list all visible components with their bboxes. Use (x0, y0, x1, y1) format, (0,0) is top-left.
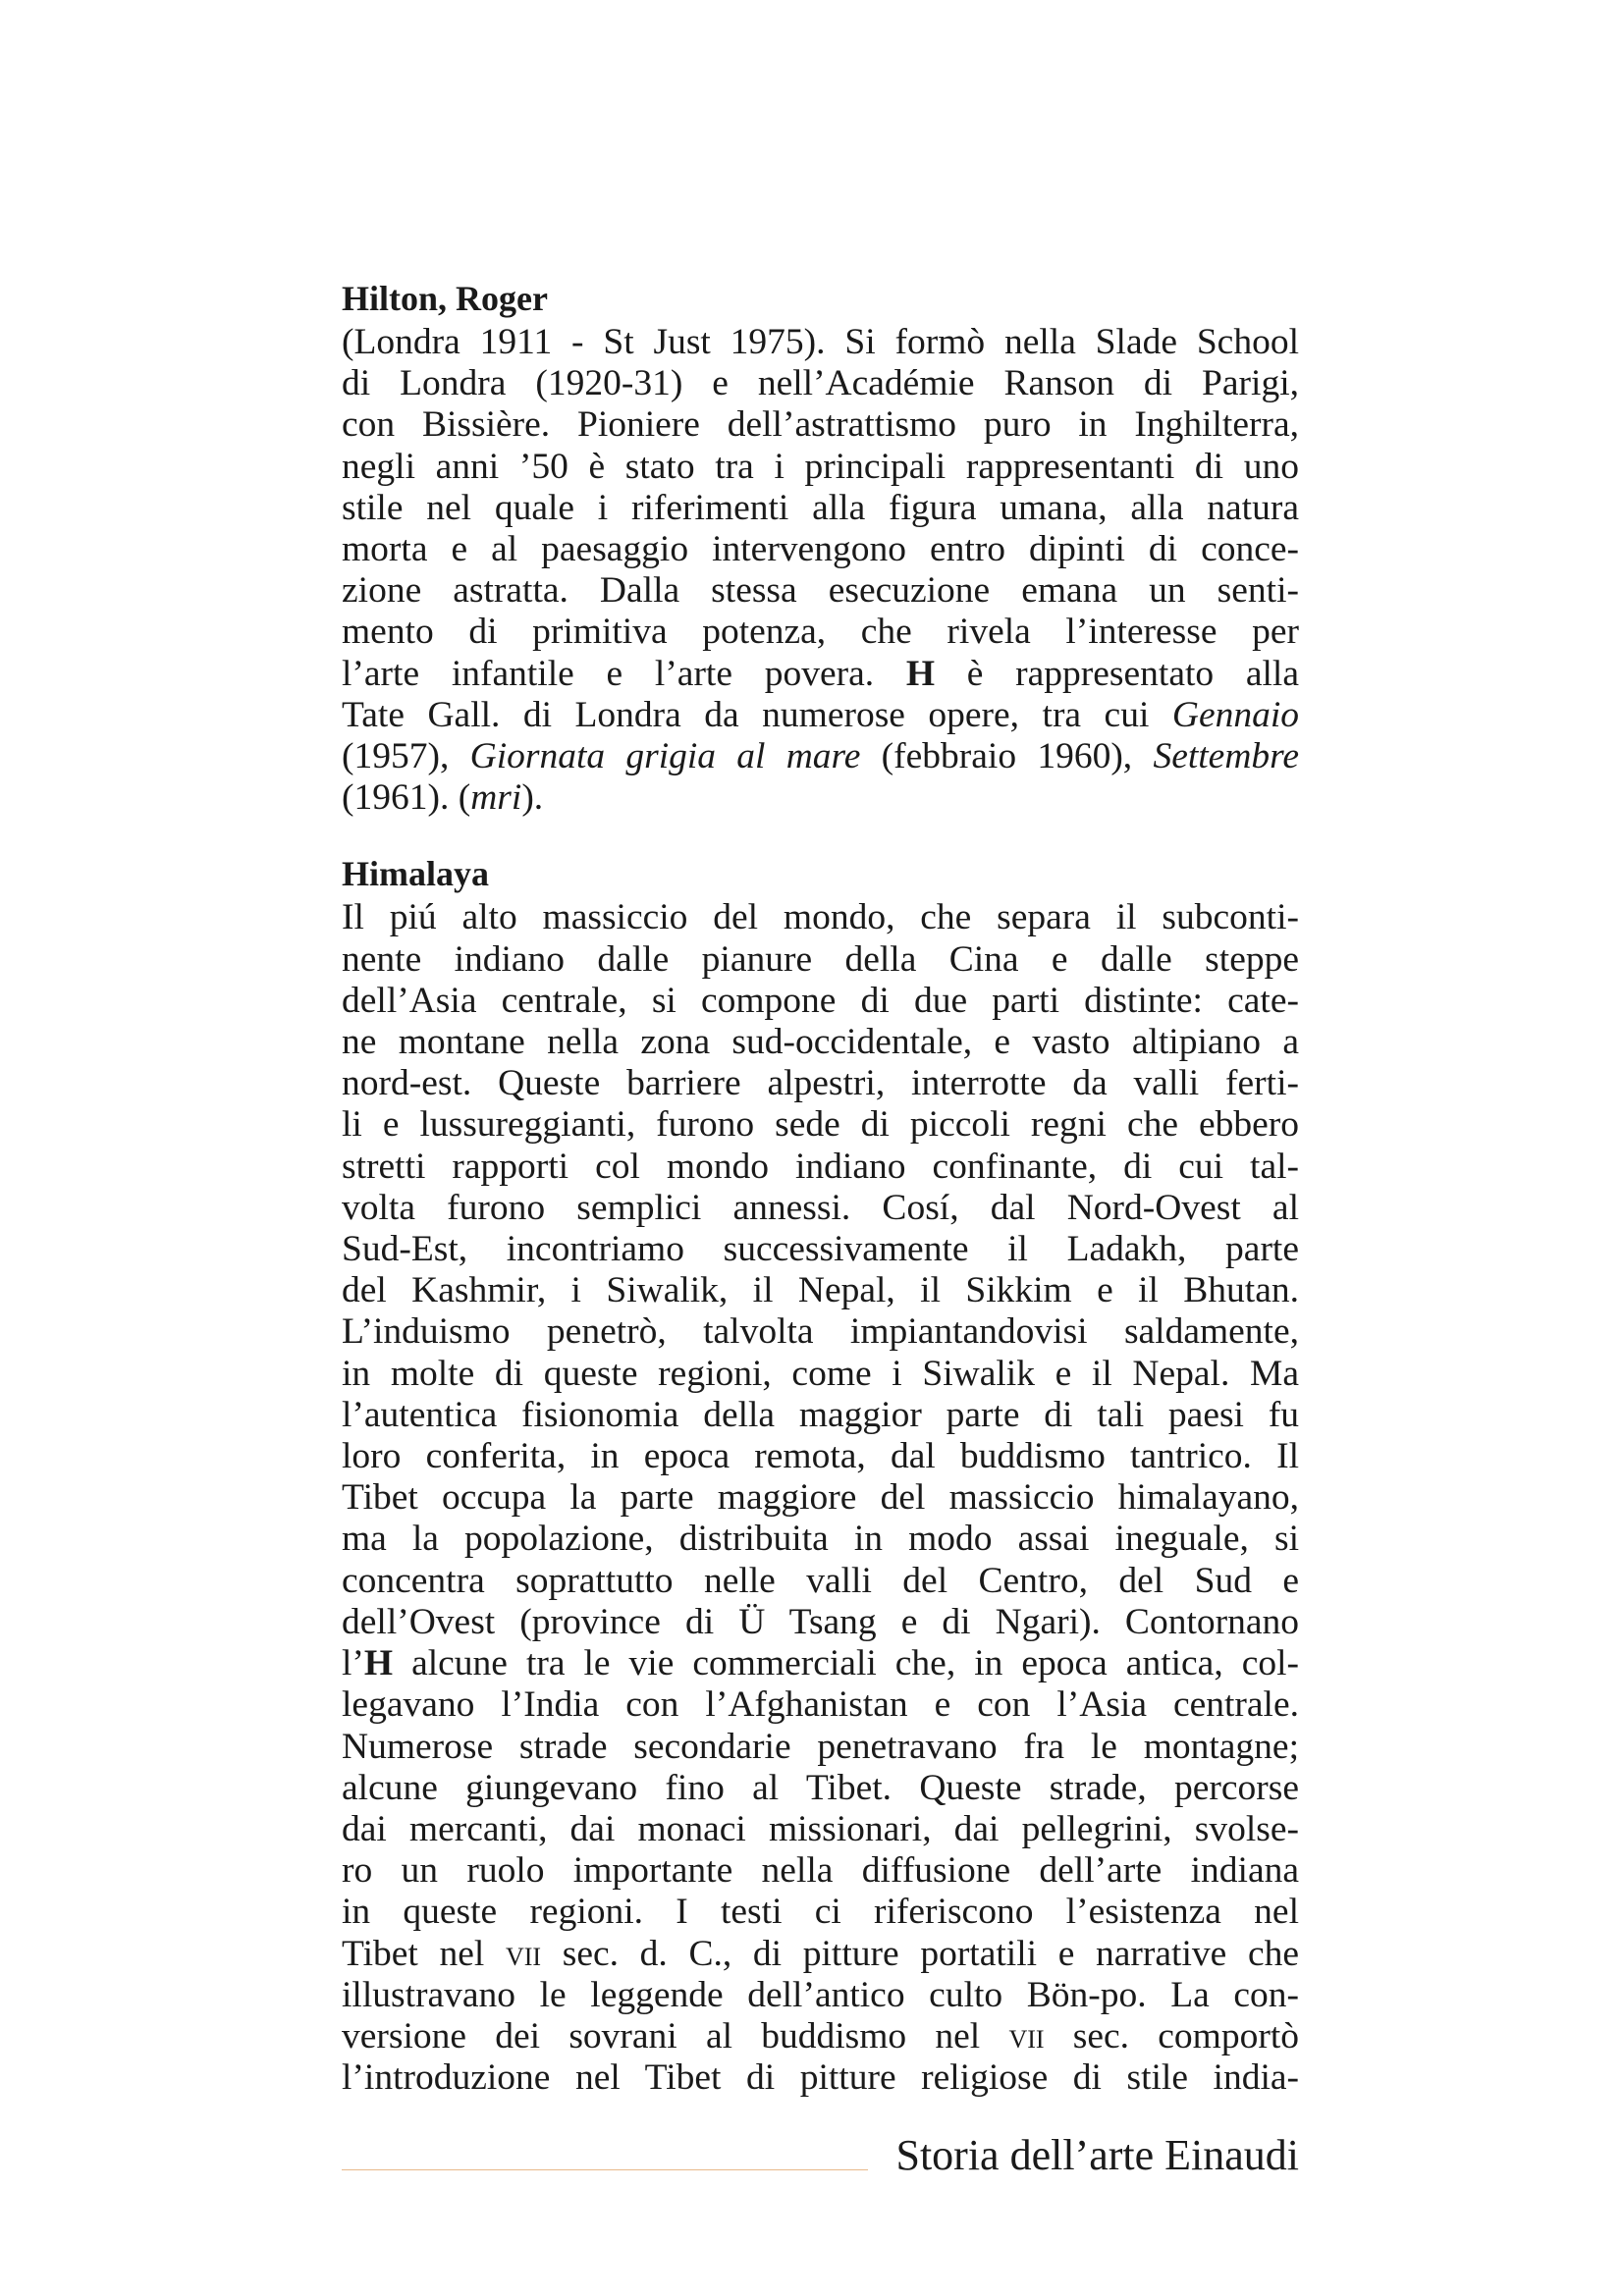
page-content (342, 277, 1299, 2132)
text-line: stile nel quale i riferimenti alla figura umana, alla natura (342, 487, 1299, 528)
text-line: Il piú alto massiccio del mondo, che separa il subconti- (342, 897, 1299, 938)
text-segment: l’arte infantile e l’arte povera. (342, 653, 875, 694)
text-line: nord-est. Queste barriere alpestri, interrotte da valli ferti- (342, 1063, 1299, 1104)
text-line: morta e al paesaggio intervengono entro dipinti di conce- (342, 529, 1299, 570)
text-line: L’induismo penetrò, talvolta impiantandovisi saldamente, (342, 1311, 1299, 1353)
entry-body (342, 897, 1299, 2099)
text-line: (Londra 1911 - St Just 1975). Si formò nella Slade School (342, 322, 1299, 362)
text-line: legavano l’India con l’Afghanistan e con l’Asia centrale. (342, 1684, 1299, 1726)
text-line: in molte di queste regioni, come i Siwalik e il Nepal. Ma (342, 1353, 1299, 1394)
text-line: l’introduzione nel Tibet di pitture religiose di stile india- (342, 2057, 1299, 2099)
text-line: di Londra (1920-31) e nell’Académie Ranson di Parigi, (342, 363, 1299, 404)
entry-hilton (342, 277, 1299, 819)
text-line: ne montane nella zona sud-occidentale, e vasto altipiano a (342, 1022, 1299, 1063)
text-line: dai mercanti, dai monaci missionari, dai pellegrini, svolse- (342, 1808, 1299, 1849)
text-line: Sud-Est, incontriamo successivamente il Ladakh, parte (342, 1229, 1299, 1270)
text-line: con Bissière. Pioniere dell’astrattismo puro in Inghilterra, (342, 404, 1299, 446)
author-initials: mri (470, 777, 522, 819)
text-line: dell’Ovest (province di Ü Tsang e di Ngari). Contornano (342, 1601, 1299, 1642)
text-line: mento di primitiva potenza, che rivela l’interesse per (342, 612, 1299, 653)
text-line: concentra soprattutto nelle valli del Centro, del Sud e (342, 1560, 1299, 1601)
text-line: del Kashmir, i Siwalik, il Nepal, il Sikkim e il Bhutan. (342, 1270, 1299, 1311)
text-segment: l’ (342, 1643, 364, 1684)
text-segment: sec. comportò (1044, 2015, 1299, 2056)
publisher-name: Storia dell’arte Einaudi (895, 2131, 1299, 2179)
text-line: alcune giungevano fino al Tibet. Queste strade, percorse (342, 1767, 1299, 1808)
text-line: stretti rapporti col mondo indiano confinante, di cui tal- (342, 1146, 1299, 1187)
text-segment: (1957), (342, 736, 450, 777)
artwork-title: Gennaio (1171, 694, 1300, 735)
entry-title: Hilton, Roger (342, 279, 548, 318)
entry-initial: H (905, 653, 936, 694)
entry-body (342, 322, 1299, 819)
text-segment: sec. d. C., di pitture portatili e narrative che (541, 1933, 1299, 1974)
text-line (342, 736, 1299, 777)
text-line: l’autentica fisionomia della maggior parte di tali paesi fu (342, 1394, 1299, 1435)
text-line: li e lussureggianti, furono sede di piccoli regni che ebbero (342, 1104, 1299, 1146)
entry-title: Himalaya (342, 854, 489, 894)
text-line: in queste regioni. I testi ci riferiscono l’esistenza nel (342, 1892, 1299, 1933)
text-segment: è rappresentato alla (935, 653, 1299, 694)
text-segment: versione dei sovrani al buddismo nel (342, 2015, 1009, 2056)
text-line (342, 2016, 1299, 2057)
text-line: loro conferita, in epoca remota, dal buddismo tantrico. Il (342, 1436, 1299, 1477)
text-line: negli anni ’50 è stato tra i principali rappresentanti di uno (342, 446, 1299, 487)
text-line (342, 1643, 1299, 1684)
text-segment: ). (521, 777, 544, 819)
entry-himalaya (342, 852, 1299, 2099)
text-line: Numerose strade secondarie penetravano fra le montagne; (342, 1726, 1299, 1767)
text-line: illustravano le leggende dell’antico culto Bön-po. La con- (342, 1974, 1299, 2015)
text-segment: alcune tra le vie commerciali che, in epoca antica, col- (393, 1643, 1299, 1684)
text-line: nente indiano dalle pianure della Cina e dalle steppe (342, 938, 1299, 980)
text-segment: Tate Gall. di Londra da numerose opere, tra cui (342, 694, 1150, 735)
artwork-title: Settembre (1153, 736, 1299, 777)
footer-rule (342, 2169, 868, 2170)
text-segment: Tibet nel (342, 1933, 506, 1974)
text-line: ro un ruolo importante nella diffusione dell’arte indiana (342, 1850, 1299, 1892)
text-line (342, 695, 1299, 736)
text-line (342, 654, 1299, 695)
text-line: dell’Asia centrale, si compone di due parti distinte: cate- (342, 980, 1299, 1021)
text-segment: (febbraio 1960), (860, 736, 1154, 777)
page-footer (342, 2128, 1299, 2183)
entry-initial: H (363, 1643, 394, 1684)
text-line: zione astratta. Dalla stessa esecuzione emana un senti- (342, 570, 1299, 612)
text-line (342, 1934, 1299, 1975)
text-line (342, 777, 1299, 819)
text-line: volta furono semplici annessi. Cosí, dal Nord-Ovest al (342, 1187, 1299, 1228)
text-line: ma la popolazione, distribuita in modo assai ineguale, si (342, 1519, 1299, 1560)
text-line: Tibet occupa la parte maggiore del massiccio himalayano, (342, 1477, 1299, 1519)
roman-numeral: vii (1008, 2015, 1045, 2056)
text-segment: (1961). ( (342, 777, 471, 819)
artwork-title: Giornata grigia al mare (469, 736, 861, 777)
roman-numeral: vii (505, 1933, 542, 1974)
